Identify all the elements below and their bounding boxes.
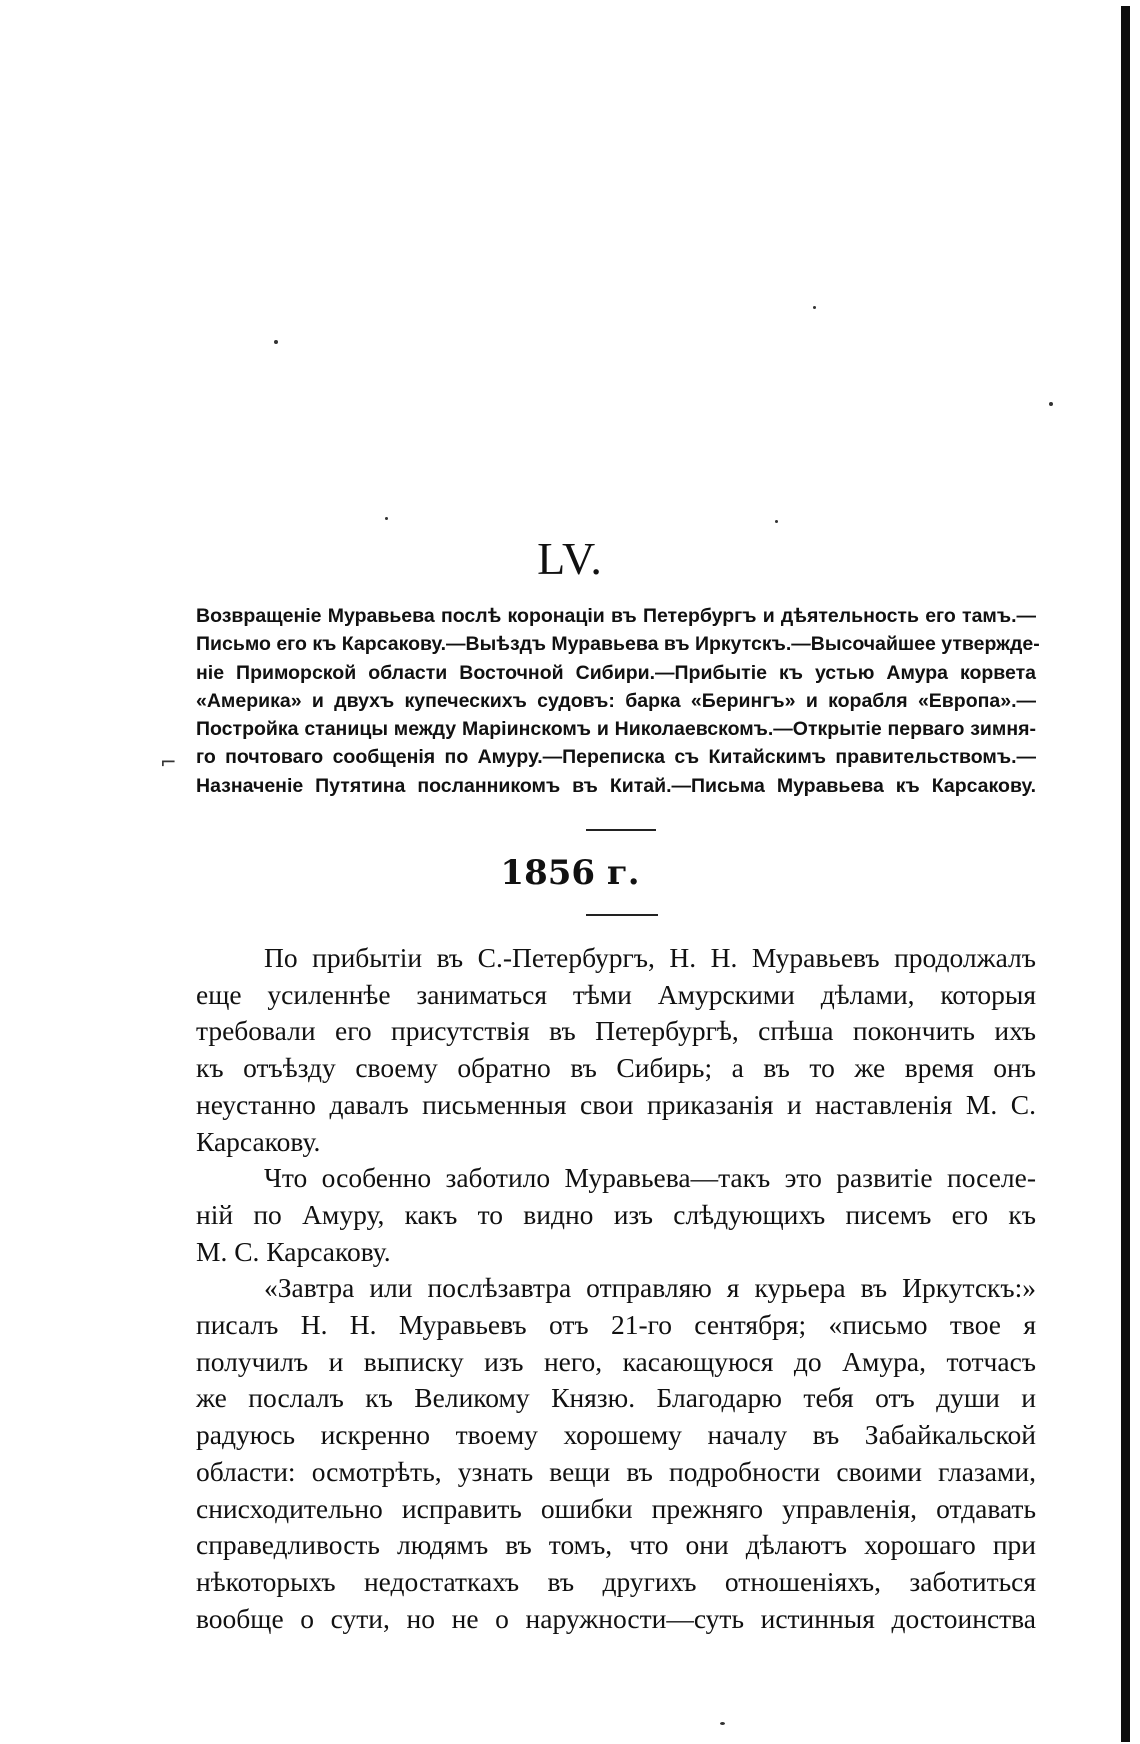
separator-rule-top — [586, 829, 656, 831]
summary-line: Постройка станицы между Маріинскомъ и Николаевскомъ.—Открытіе перваго зимня- — [196, 718, 1036, 741]
body-line: нѣкоторыхъ недостаткахъ въ другихъ отношеніяхъ, заботиться — [196, 1565, 1036, 1597]
body-line: вообще о сути, но не о наружности—суть истинныя достоинства — [196, 1602, 1036, 1634]
print-speck — [720, 1722, 725, 1725]
chapter-number: LV. — [537, 533, 603, 584]
body-line: По прибытіи въ С.-Петербургъ, Н. Н. Муравьевъ продолжалъ — [264, 942, 1036, 973]
print-speck — [385, 517, 388, 520]
print-speck — [1049, 402, 1053, 406]
summary-line: Письмо его къ Карсакову.—Выѣздъ Муравьева въ Иркутскъ.—Высочайшее утвержде- — [196, 633, 1040, 656]
body-line: получилъ и выписку изъ него, касающуюся до Амура, тотчасъ — [196, 1345, 1036, 1377]
body-line: же послалъ къ Великому Князю. Благодарю тебя отъ души и — [196, 1382, 1036, 1414]
separator-rule-bottom — [586, 914, 658, 916]
print-speck — [813, 306, 816, 309]
summary-line: «Америка» и двухъ купеческихъ судовъ: барка «Берингъ» и корабля «Европа».— — [196, 689, 1036, 712]
body-line: ній по Амуру, какъ то видно изъ слѣдующихъ писемъ его къ — [196, 1198, 1036, 1230]
chapter-summary — [196, 602, 1040, 800]
year-heading: 1856 г. — [500, 853, 640, 893]
body-line: «Завтра или послѣзавтра отправляю я курьера въ Иркутскъ:» — [264, 1272, 1036, 1304]
body-text — [196, 940, 1036, 1637]
summary-line: го почтоваго сообщенія по Амуру.—Переписка съ Китайскимъ правительствомъ.— — [196, 746, 1036, 769]
body-line: области: осмотрѣть, узнать вещи въ подробности своими глазами, — [196, 1455, 1036, 1487]
body-line: неустанно давалъ письменныя свои приказанія и наставленія М. С. — [196, 1088, 1036, 1120]
body-line: Что особенно заботило Муравьева—такъ это развитіе поселе- — [264, 1162, 1036, 1194]
print-speck — [274, 340, 278, 344]
margin-mark: ⌐ — [160, 750, 177, 774]
body-line: къ отъѣзду своему обратно въ Сибирь; а въ то же время онъ — [196, 1052, 1036, 1084]
body-line: радуюсь искренно твоему хорошему началу въ Забайкальской — [196, 1419, 1036, 1451]
summary-line: Назначеніе Путятина посланникомъ въ Китай.—Письма Муравьева къ Карсакову. — [196, 774, 1036, 797]
summary-line: ніе Приморской области Восточной Сибири.—Прибытіе къ устью Амура корвета — [196, 661, 1036, 684]
summary-line: Возвращеніе Муравьева послѣ коронаціи въ Петербургъ и дѣятельность его тамъ.— — [196, 605, 1036, 627]
body-line: снисходительно исправить ошибки прежняго управленія, отдавать — [196, 1492, 1036, 1524]
print-speck — [775, 520, 778, 523]
body-line: требовали его присутствія въ Петербургѣ, спѣша покончить ихъ — [196, 1015, 1036, 1047]
body-line: писалъ Н. Н. Муравьевъ отъ 21-го сентября; «письмо твое я — [196, 1309, 1036, 1341]
body-line: еще усиленнѣе заниматься тѣми Амурскими дѣлами, которыя — [196, 978, 1036, 1010]
body-line: Карсакову. — [196, 1125, 321, 1157]
body-line: справедливость людямъ въ томъ, что они дѣлаютъ хорошаго при — [196, 1529, 1036, 1561]
body-line: М. С. Карсакову. — [196, 1235, 391, 1267]
